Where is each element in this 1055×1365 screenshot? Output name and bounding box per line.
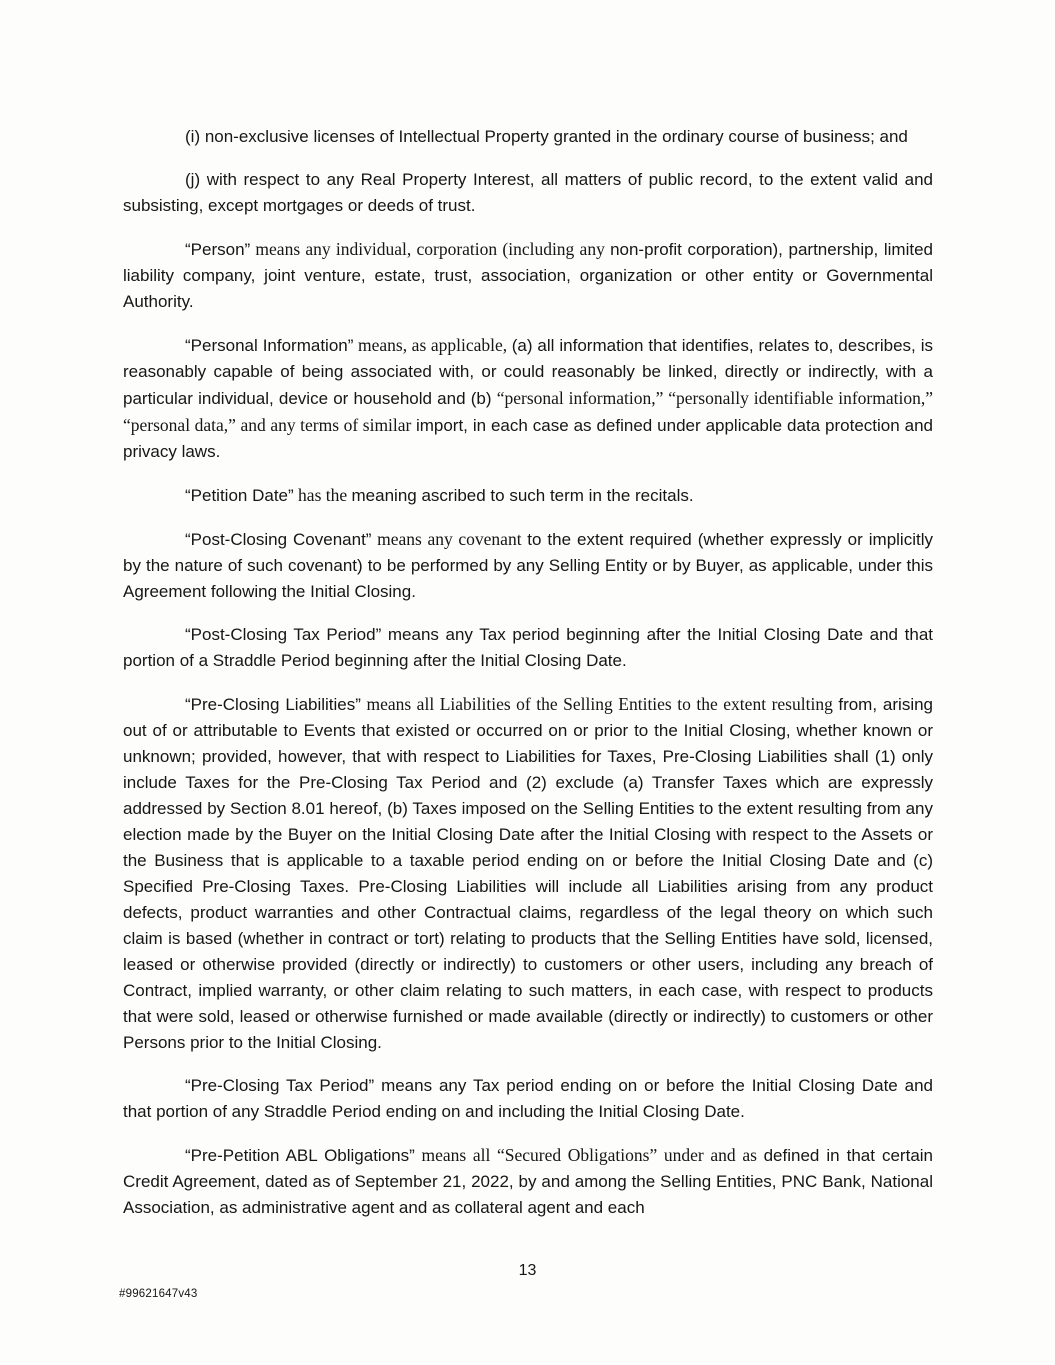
text-run: means any Tax period beginning after the Initial Closing Date and that portion of a Straddle Period beginning after the Initial Closing Date. [123,625,933,670]
text-run: meaning ascribed to such term in the recitals. [351,486,694,505]
paragraph [123,1142,933,1221]
text-run: (j) with respect to any Real Property Interest, all matters of public record, to the extent valid and subsisting, except mortgages or deeds of trust. [123,170,933,215]
definitions-section [123,124,933,1238]
paragraph [123,236,933,315]
text-run: from, arising out of or attributable to Events that existed or occurred on or prior to the Initial Closing, whether known or unknown; provided, however, that with respect to Liabilities for Taxes, Pre-Closing Liabilities shall (1) only include Taxes for the Pre-Closing Tax Period and (2) exclude (a) Transfer Taxes which are expressly addressed by Section 8.01 hereof, (b) Taxes imposed on the Selling Entities to the extent resulting from any election made by the Buyer on the Initial Closing Date after the Initial Closing with respect to the Assets or the Business that is applicable to a taxable period ending on or before the Initial Closing Date and (c) Specified Pre-Closing Taxes. Pre-Closing Liabilities will include all Liabilities arising from any product defects, product warranties and other Contractual claims, regardless of the legal theory on which such claim is based (whether in contract or tort) relating to products that the Selling Entities have sold, licensed, leased or otherwise provided (directly or indirectly) to customers or other users, including any breach of Contract, implied warranty, or other claim relating to such matters, in each case, with respect to products that were sold, leased or otherwise furnished or made available (directly or indirectly) to customers or other Persons prior to the Initial Closing. [123,695,934,1052]
text-run: defined in that certain Credit Agreement, dated as of September 21, 2022, by and among the Selling Entities, PNC Bank, National Association, as administrative agent and as collateral agent and each [123,1146,934,1217]
text-run: (a) all information that identifies, relates to, describes, is reasonably capable of being associated with, or could reasonably be linked, directly or indirectly, with a particular individual, device or household and (b) [123,336,933,408]
text-run: “Post-Closing Tax Period” [185,625,382,644]
paragraph [123,482,933,509]
paragraph [123,124,933,150]
text-run: “Personal Information” [185,336,354,355]
paragraph [123,1073,933,1125]
document-id-stamp: #99621647v43 [119,1288,198,1300]
text-run: import, in each case as defined under applicable data protection and privacy laws. [123,416,933,461]
text-run: means any individual, corporation (including any [250,239,611,259]
page-number: 13 [518,1262,537,1279]
text-run: “Person” [185,240,251,259]
text-run: “Pre-Petition ABL Obligations” [185,1146,415,1165]
text-run: means any Tax period ending on or before the Initial Closing Date and that portion of any Straddle Period ending on and including the Initial Closing Date. [123,1076,933,1121]
text-run: (i) non-exclusive licenses of Intellectual Property granted in the ordinary course of business; and [185,127,908,146]
text-run: means all “Secured Obligations” under and as [414,1145,764,1165]
paragraph [123,332,933,465]
text-run: “Post-Closing Covenant” [185,530,372,549]
paragraph [123,526,933,605]
text-run: means, as applicable, [353,335,512,355]
text-run: means all Liabilities of the Selling Entities to the extent resulting [360,694,839,714]
text-run: non-profit corporation), partnership, limited liability company, joint venture, estate, trust, association, organization or other entity or Governmental Authority. [123,240,933,311]
text-run: has the [293,485,352,505]
text-run: “Pre-Closing Liabilities” [185,695,361,714]
text-run: “personal information,” “personally identifiable information,” “personal data,” and any terms of similar [123,388,933,435]
paragraph [123,622,933,674]
paragraph [123,691,933,1056]
text-run: “Petition Date” [185,486,294,505]
text-run: to the extent required (whether expressly or implicitly by the nature of such covenant) to be performed by any Selling Entity or by Buyer, as applicable, under this Agreement following the Initial Closing. [123,530,933,601]
text-run: “Pre-Closing Tax Period” [185,1076,375,1095]
paragraph [123,167,933,219]
text-run: means any covenant [371,529,528,549]
